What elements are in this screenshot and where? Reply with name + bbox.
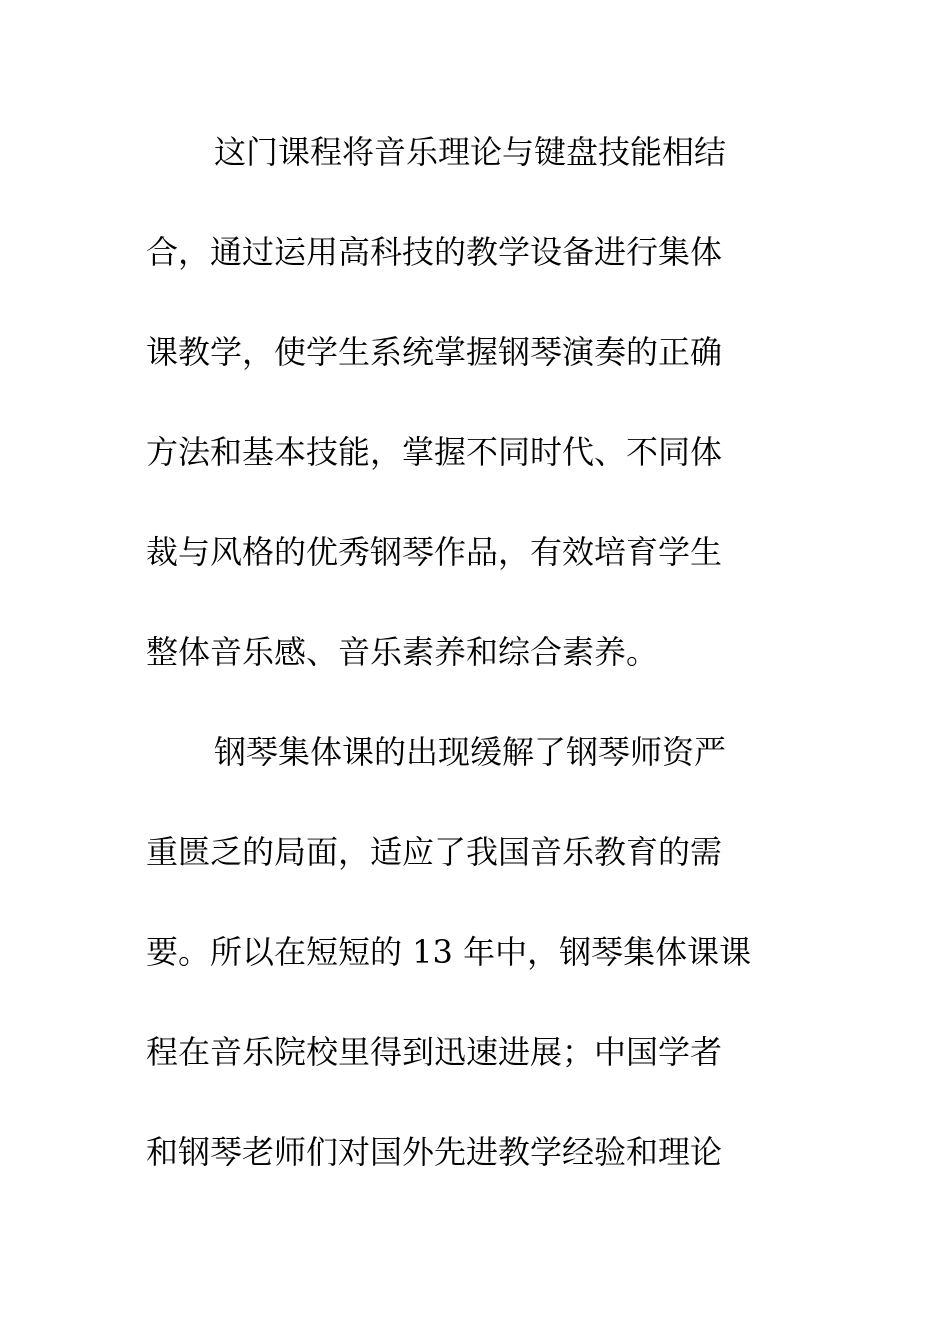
text-line: 裁与风格的优秀钢琴作品，有效培育学生 <box>146 533 723 571</box>
text-line: 合，通过运用高科技的教学设备进行集体 <box>146 233 723 271</box>
text-line: 要。所以在短短的 13 年中，钢琴集体课课 <box>146 933 752 971</box>
text-line: 重匮乏的局面，适应了我国音乐教育的需 <box>146 833 723 871</box>
text-line: 钢琴集体课的出现缓解了钢琴师资严 <box>214 733 727 771</box>
text-line: 方法和基本技能，掌握不同时代、不同体 <box>146 433 723 471</box>
text-line: 和钢琴老师们对国外先进教学经验和理论 <box>146 1133 723 1171</box>
text-line: 程在音乐院校里得到迅速进展；中国学者 <box>146 1033 723 1071</box>
text-line: 整体音乐感、音乐素养和综合素养。 <box>146 633 659 671</box>
text-line: 课教学，使学生系统掌握钢琴演奏的正确 <box>146 333 723 371</box>
text-line: 这门课程将音乐理论与键盘技能相结 <box>214 133 727 171</box>
